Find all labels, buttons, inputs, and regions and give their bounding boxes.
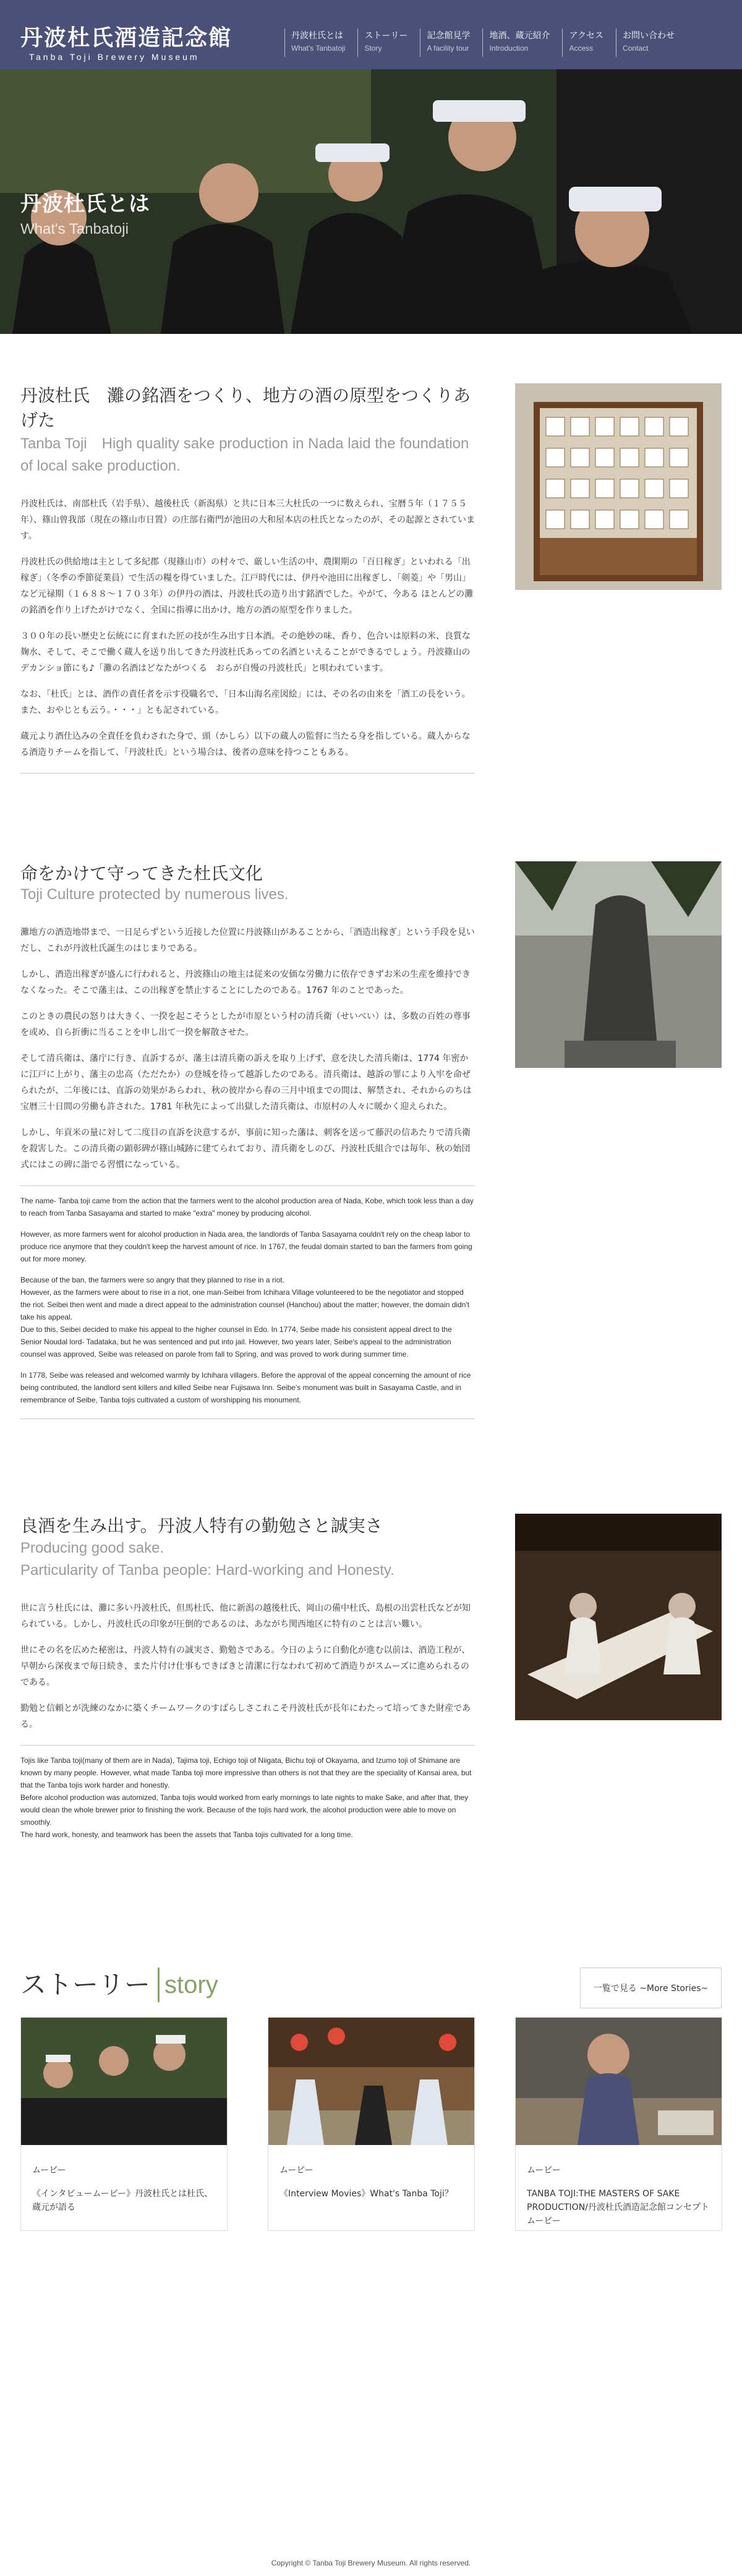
story-card-category: ムービー	[279, 2165, 313, 2175]
monument-photo	[515, 861, 722, 1068]
story-heading	[20, 1968, 218, 2002]
more-stories-button[interactable]: 一覧で見る ~More Stories~	[580, 1968, 722, 2008]
nav-label-en: A facility tour	[427, 44, 469, 53]
nav-label-jp: お問い合わせ	[623, 31, 675, 41]
paragraph: しかし、酒造出稼ぎが盛んに行われると、丹波篠山の地主は従来の安価な労働力に依存できずお米の生産を維持できなくなった。そこで藩主は、この出稼ぎを禁止することにしたのである。1767 年のことであった。	[20, 970, 471, 996]
story-card-title: 《Interview Movies》What's Tanba Toji？	[279, 2189, 453, 2199]
paragraph: 丹波杜氏は、南部杜氏（岩手県）、越後杜氏（新潟県）と共に日本三大杜氏の一つに数えられ、宝暦５年（１７５５年）、篠山曾我部（現在の篠山市日置）の庄部右衛門が池田の大和屋本店の杜氏となったのが、その起源とされています。	[20, 499, 475, 541]
nav-label-en: Contact	[623, 44, 649, 53]
story-card-thumbnail	[516, 2018, 722, 2145]
nav-label-jp: ストーリー	[364, 31, 408, 41]
paragraph: そして清兵衛は、藩庁に行き、直訴するが、藩主は清兵衛の訴えを取り上げず、意を決した清兵衛は、1774 年密かに江戸に上がり、藩主の忠高（ただたか）の登城を待って越訴したのである。清兵衛は、越訴の罪により入牢を命ぜられたが、二年後には、直訴の効果があらわれ、秋の彼岸から春の三月中頃までの間は、解禁され、それからのちは宝暦三十日間の労働も許された。1781 年秋先によって出獄した清兵衛は、市原村の人々に暖かく迎えられた。	[20, 1054, 472, 1112]
heading-separator	[158, 1968, 160, 2002]
paragraph: 灘地方の酒造地帯まで、一日足らずという近接した位置に丹波篠山があることから、「酒造出稼ぎ」という手段を見いだし、これが丹波杜氏誕生のはじまりである。	[20, 928, 475, 953]
site-header	[0, 0, 742, 69]
paragraph: 世に言う杜氏には、灘に多い丹波杜氏、但馬杜氏、他に新潟の越後杜氏、岡山の備中杜氏、島根の出雲杜氏などが知られている。しかし、丹波杜氏の印象が圧倒的であるのは、あながち関西地区に特有のことは言い難い。	[20, 1603, 471, 1629]
paragraph-en: The name- Tanba toji came from the action that the farmers went to the alcohol production area of Nada, Kobe, which took less than a day to reach from Tanba Sasayama and started to make "extra" money by producing alcohol.	[20, 1196, 474, 1218]
divider	[20, 1185, 475, 1186]
nav-item-introduction[interactable]	[482, 28, 555, 57]
nav-item-tour[interactable]	[420, 28, 475, 57]
section-heading-en: Producing good sake.	[20, 1540, 164, 1556]
section-heading-en: Particularity of Tanba people: Hard-working and Honesty.	[20, 1562, 394, 1579]
hero-banner	[0, 69, 742, 334]
nav-label-jp: 地酒、蔵元紹介	[489, 31, 550, 41]
paragraph: 世にその名を広めた秘密は、丹波人特有の誠実さ、勤勉さである。今日のように自動化が進む以前は、酒造工程が、早朝から深夜まで毎日続き、また片付け仕事もできばきと清潔に行なわれて初めて酒造りがスムーズに進められるのである。	[20, 1645, 471, 1687]
story-card-title: TANBA TOJI:THE MASTERS OF SAKE PRODUCTION/丹波杜氏酒造記念館コンセプトムービー	[527, 2189, 709, 2226]
nav-label-en: Access	[569, 44, 594, 53]
section-heading-jp: 命をかけて守ってきた杜氏文化	[20, 863, 263, 884]
nav-item-about[interactable]	[284, 28, 350, 57]
nav-label-en: Introduction	[489, 44, 529, 53]
nav-item-access[interactable]	[562, 28, 608, 57]
hero-subtitle: What's Tanbatoji	[20, 221, 129, 237]
paragraph: なお、「杜氏」とは、酒作の責任者を示す役職名で、「日本山海名産図絵」には、その名の由来を「酒工の長をいう。また、おやじとも云う。・・・」とも記されている。	[20, 689, 471, 715]
nav-label-jp: 丹波杜氏とは	[291, 31, 343, 41]
story-card[interactable]	[20, 2017, 228, 2231]
paragraph: このときの農民の怒りは大きく、一揆を起こそうとしたが市原という村の清兵衛（せいべい）は、多数の百姓の尊事を或め、自ら折衝に当ることを申し出て一揆を解散させた。	[20, 1012, 471, 1038]
paragraph-en: In 1778, Seibe was released and welcomed warmly by Ichihara villagers. Before the approval of the appeal concerning the amount of rice being contributed, the landlord sent killers and killed Seibe near Fujisawa Inn. Seibe's monument was built in Sasayama Castle, and in remembrance of Seibe, Tanba tojis cultivated a custom of worshipping his monument.	[20, 1371, 471, 1404]
story-card-category: ムービー	[527, 2165, 561, 2175]
section-heading-jp: 良酒を生み出す。丹波人特有の勤勉さと誠実さ	[20, 1516, 383, 1536]
nav-item-story[interactable]	[357, 28, 412, 57]
nav-item-contact[interactable]	[616, 28, 680, 57]
nav-label-jp: 記念館見学	[427, 31, 471, 41]
nav-label-en: What's Tanbatoji	[291, 44, 346, 53]
hero-title: 丹波杜氏とは	[20, 192, 150, 216]
divider	[20, 1745, 475, 1746]
footer-copyright: Copyright © Tanba Toji Brewery Museum. All rights reserved.	[271, 2559, 471, 2567]
section-text	[20, 861, 475, 1419]
section-heading-en: Toji Culture protected by numerous lives.	[20, 886, 289, 903]
paragraph-en: Tojis like Tanba toji(many of them are in Nada), Tajima toji, Echigo toji of Niigata, Bichu toji of Okayama, and Izumo toji of Shimane are known by many people. However, what made Tanba toji more impressive than others is not that they are the speciality of Kansai area, but that the Tanba tojis work harder and honestly. Before alcohol production was automized, Tanba tojis would worked from early mornings to late nights to make Sake, and after that, they would clean the whole brewer prior to finishing the work. Because of the tojis hard work, the alcohol production were able to move on smoothly. The hard work, honesty, and teamwork has been the assets that Tanba tojis cultivated for a long time.	[20, 1756, 472, 1839]
story-card[interactable]	[268, 2017, 475, 2231]
section-text	[20, 383, 475, 774]
paragraph: 丹波杜氏の供給地は主として多紀郡（現篠山市）の村々で、厳しい生活の中、農閑期の「百日稼ぎ」といわれる「出稼ぎ」（冬季の季節従業員）で生活の糧を得ていました。江戸時代には、伊丹や池田に出稼ぎし、「剣菱」や「男山」など元禄期（１６８８〜１７０３年）の伊丹の酒は、丹波杜氏の造り出す銘酒でした。やがて、今ある ほとんどの灘の銘酒を作り上げたがけでなく、全国に指導に出かけ、地方の酒の原型を作りました。	[20, 557, 474, 615]
logo-title: 丹波杜氏酒造記念館	[20, 25, 232, 51]
divider	[20, 773, 475, 774]
nav-label-jp: アクセス	[569, 31, 604, 41]
section-heading-en: Tanba Toji High quality sake production in Nada laid the foundation of local sake production.	[20, 435, 469, 474]
paragraph-en: However, as more farmers went for alcohol production in Nada area, the landlords of Tanba Sasayama couldn't rely on the cheap labor to produce rice anymore that they couldn't keep the harvest amount of rice. In 1767, the feudal domain started to ban the farmers from going out for more money.	[20, 1230, 472, 1263]
story-card-category: ムービー	[32, 2165, 66, 2175]
section-text	[20, 1514, 475, 1841]
brewery-work-photo	[515, 1514, 722, 1720]
story-card-thumbnail	[268, 2018, 475, 2145]
section-heading-jp: 丹波杜氏 灘の銘酒をつくり、地方の酒の原型をつくりあげた	[20, 385, 471, 430]
paragraph: 勤勉と信頼とが洗練のなかに築くチームワークのすばらしさこれこそ丹波杜氏が長年にわたって培ってきた財産である。	[20, 1704, 471, 1729]
story-heading-jp: ストーリー	[20, 1969, 151, 2000]
main-nav	[284, 28, 687, 57]
story-heading-en: story	[164, 1971, 218, 1998]
sake-shelf-photo	[515, 383, 722, 590]
paragraph: ３００年の長い歴史と伝統にに育まれた匠の技が生み出す日本酒。その絶妙の味、香り、色合いは原料の米、良質な麹水、そして、そこで働く蔵人を送り出してきた丹波杜氏あっての名酒といえることができるでしょう。丹波篠山のデカンショ節にも♪「灘の名酒はどなたがつくる おらが自慢の丹波杜氏」と唄われています。	[20, 631, 471, 673]
story-card-thumbnail	[21, 2018, 228, 2145]
divider	[20, 1418, 475, 1419]
story-card-title: 《インタビュームービー》丹波杜氏とは杜氏、蔵元が語る	[32, 2189, 213, 2212]
logo-subtitle: Tanba Toji Brewery Museum	[29, 52, 200, 62]
nav-label-en: Story	[364, 44, 382, 53]
paragraph: 蔵元より酒仕込みの全責任を負わされた身で、頭（かしら）以下の蔵人の監督に当たる身を指している。蔵人からなる酒造りチームを指して、「丹波杜氏」という場合は、後者の意味を持つこともある。	[20, 731, 471, 757]
paragraph: しかし、年貢米の量に対して二度目の直訴を決意するが、事前に知った藩は、刺客を送って藤沢の信あたりで清兵衛を殺害した。この清兵衛の顕彰碑が篠山城跡に建てられており、清兵衛をしのび、丹波杜氏組合では毎年、秋の始団式にはこの碑に詣でる習慣になっている。	[20, 1128, 471, 1170]
paragraph-en: Because of the ban, the farmers were so angry that they planned to rise in a riot. However, as the farmers were about to rise in a riot, one man-Seibei from Ichihara Village volunteered to be the negotiator and stopped the riot. Seibei then went and made a direct appeal to the administration counsel (Hanchou) about the matter; however, the domain didn't take his appeal. Due to this, Seibei decided to make his appeal to the higher counsel in Edo. In 1774, Seibe made his consistent appeal direct to the Senior Noudal lord- Tadataka, but he was sentenced and put into jail. However, two years later, Seibe's appeal to the administration counsel was approved, Seibe was released on parole from fall to Spring, and was proved to work during summer time.	[20, 1276, 470, 1358]
site-logo[interactable]	[20, 26, 232, 62]
story-card[interactable]	[515, 2017, 722, 2231]
